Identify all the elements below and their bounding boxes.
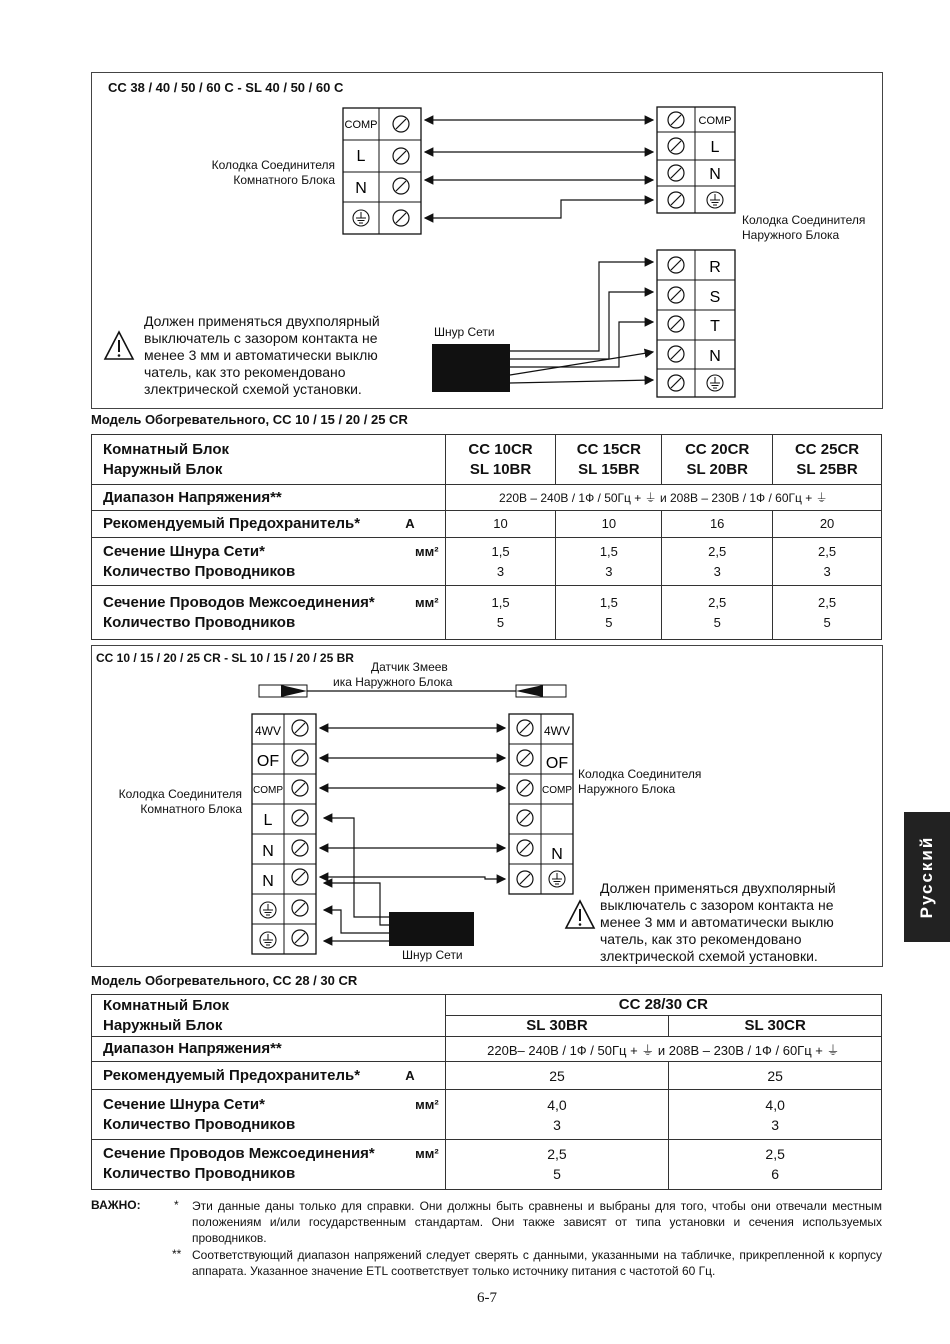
svg-text:OF: OF: [256, 753, 280, 770]
table2-inter-1: 2,5 5: [445, 1139, 669, 1189]
svg-text:N: N: [262, 873, 274, 890]
cord-caption-1: Шнур Сети: [434, 325, 495, 339]
note-2-text: Соответствующий диапазон напряжений следует сверять с данными, указанными на табличке, прикрепленной к корпусу аппарата. Указанное значение ETL соответствует только источнику питания с частотой 60 Гц.: [192, 1248, 882, 1278]
svg-text:R: R: [709, 259, 721, 276]
note-1-mark: *: [174, 1198, 179, 1212]
power-cord-box: [432, 344, 510, 392]
table1-cord-4: 2,5 3: [773, 538, 882, 586]
warning-icon: [566, 901, 594, 928]
indoor-terminal-block-1: [343, 108, 421, 234]
outdoor-terminal-block-1: [657, 107, 735, 213]
table2-cord-2: 4,0 3: [669, 1090, 882, 1139]
svg-text:OF: OF: [545, 755, 569, 772]
cord-caption-2: Шнур Сети: [402, 948, 463, 962]
table1-cord-1: 1,5 3: [445, 538, 556, 586]
svg-text:S: S: [709, 289, 721, 306]
table1-cord-row-label: Сечение Шнура Сети* Количество Проводников мм²: [92, 538, 446, 586]
table2-indoor: CC 28/30 CR: [445, 995, 881, 1016]
table1-col-3: CC 20CR SL 20BR: [662, 435, 773, 485]
power-terminal-block-1: [657, 250, 735, 397]
terminal-label-n: N: [355, 180, 367, 197]
outdoor-caption-1: Колодка Соединителя Наружного Блока: [742, 213, 866, 242]
table2-cord-row-label: Сечение Шнура Сети* Количество Проводников мм²: [92, 1090, 446, 1139]
table2-voltage-value: 220В– 240В / 1Ф / 50Гц + ⏚ и 208В – 230В / 1Ф / 60Гц + ⏚: [445, 1037, 881, 1062]
table2-fuse-row-label: Рекомендуемый Предохранитель* A: [92, 1062, 446, 1090]
svg-text:COMP: COMP: [253, 785, 283, 796]
svg-text:N: N: [709, 166, 721, 183]
note-1-text: Эти данные даны только для справки. Они должны быть сравнены и выбраны для того, чтобы они отвечали местным положениям и/или государственным стандартам. Они также зависят от типа установки и сечения используемых проводников.: [192, 1199, 882, 1245]
table1-head-left: Комнатный Блок Наружный Блок: [92, 435, 446, 485]
table2-fuse-2: 25: [669, 1062, 882, 1090]
model-line-2: Модель Обогревательного, CC 28 / 30 CR: [91, 973, 358, 988]
spec-table-1: [91, 434, 882, 640]
svg-text:COMP: COMP: [542, 785, 572, 796]
svg-text:L: L: [710, 139, 720, 156]
svg-text:N: N: [262, 843, 274, 860]
table1-voltage-value: 220В – 240В / 1Ф / 50Гц + ⏚ и 208В – 230В / 1Ф / 60Гц + ⏚: [445, 485, 881, 511]
table2-inter-2: 2,5 6: [669, 1139, 882, 1189]
svg-text:N: N: [551, 846, 563, 863]
table1-fuse-4: 20: [773, 511, 882, 538]
power-cord-box-2: [389, 912, 474, 946]
model-line-1: Модель Обогревательного, CC 10 / 15 / 20 / 25 CR: [91, 412, 408, 427]
sensor-cable: [259, 685, 566, 697]
diagram-2-title: CC 10 / 15 / 20 / 25 CR - SL 10 / 15 / 20 / 25 BR: [96, 651, 354, 665]
spec-table-2: [91, 994, 882, 1190]
table1-col-4: CC 25CR SL 25BR: [773, 435, 882, 485]
note-2-mark: **: [172, 1247, 182, 1261]
diagram-1-title: CC 38 / 40 / 50 / 60 C - SL 40 / 50 / 60 C: [108, 80, 344, 95]
table1-inter-3: 2,5 5: [662, 586, 773, 640]
indoor-caption-2: Колодка Соединителя Комнатного Блока: [118, 787, 242, 816]
table1-fuse-row-label: Рекомендуемый Предохранитель* A: [92, 511, 446, 538]
svg-text:L: L: [263, 812, 273, 829]
page-number: 6-7: [477, 1290, 497, 1306]
table1-inter-row-label: Сечение Проводов Межсоединения* Количество Проводников мм²: [92, 586, 446, 640]
table1-col-2: CC 15CR SL 15BR: [556, 435, 662, 485]
indoor-terminal-block-2: [252, 714, 316, 954]
table2-outdoor-2: SL 30CR: [669, 1016, 882, 1037]
table1-inter-2: 1,5 5: [556, 586, 662, 640]
table2-outdoor-1: SL 30BR: [445, 1016, 669, 1037]
table1-voltage-label: Диапазон Напряжения**: [92, 485, 446, 511]
terminal-label-l: L: [356, 148, 366, 165]
notes-label: ВАЖНО:: [91, 1198, 141, 1212]
table1-col-1: CC 10CR SL 10BR: [445, 435, 556, 485]
table1-fuse-1: 10: [445, 511, 556, 538]
language-side-tab: Русский: [904, 812, 950, 942]
svg-text:T: T: [710, 318, 720, 335]
svg-text:N: N: [709, 348, 721, 365]
warning-text-2: Должен применяться двухполярный выключатель с зазором контакта не менее 3 мм и автоматически выклю чатель, как зто рекомендовано злектрической схемой установки.: [600, 880, 836, 964]
table2-inter-row-label: Сечение Проводов Межсоединения* Количество Проводников мм²: [92, 1139, 446, 1189]
table2-cord-1: 4,0 3: [445, 1090, 669, 1139]
table1-fuse-2: 10: [556, 511, 662, 538]
table2-head-left: Комнатный Блок Наружный Блок: [92, 995, 446, 1037]
svg-text:4WV: 4WV: [254, 724, 282, 738]
outdoor-caption-2: Колодка Соединителя Наружного Блока: [578, 767, 702, 796]
warning-text-1: Должен применяться двухполярный выключатель с зазором контакта не менее 3 мм и автоматически выклю чатель, как зто рекомендовано злектрической схемой установки.: [144, 313, 380, 397]
outdoor-terminal-block-2: [509, 714, 573, 894]
terminal-label-comp: COMP: [344, 119, 378, 131]
table1-cord-2: 1,5 3: [556, 538, 662, 586]
table2-voltage-label: Диапазон Напряжения**: [92, 1037, 446, 1062]
table1-inter-1: 1,5 5: [445, 586, 556, 640]
table1-cord-3: 2,5 3: [662, 538, 773, 586]
table1-fuse-3: 16: [662, 511, 773, 538]
table2-fuse-1: 25: [445, 1062, 669, 1090]
indoor-caption-1: Колодка Соединителя Комнатного Блока: [211, 158, 335, 187]
table1-inter-4: 2,5 5: [773, 586, 882, 640]
svg-text:COMP: COMP: [698, 115, 732, 127]
svg-text:4WV: 4WV: [543, 724, 571, 738]
warning-icon: [105, 332, 133, 359]
sensor-caption: Датчик Змеев ика Наружного Блока: [333, 660, 453, 689]
